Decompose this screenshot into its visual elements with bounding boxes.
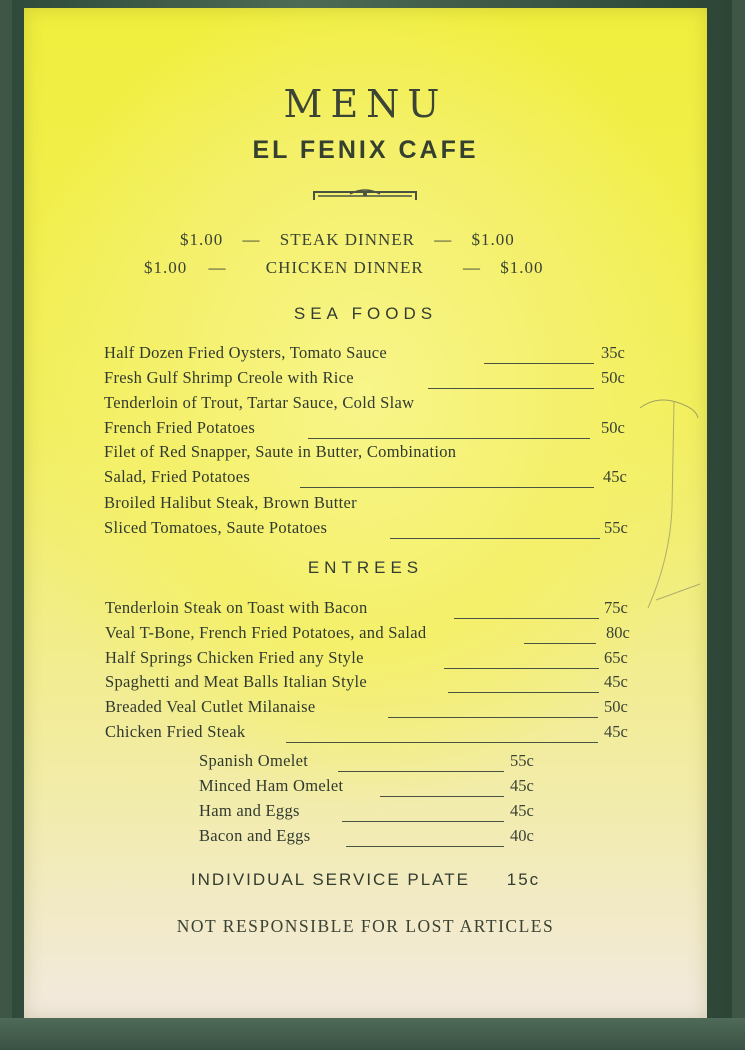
steak-dinner-right-price: $1.00	[471, 230, 515, 249]
ornament-divider	[310, 184, 420, 204]
cafe-name: EL FENIX CAFE	[252, 136, 479, 164]
service-plate-line	[24, 870, 707, 890]
sub-item-1: Spanish Omelet	[199, 751, 309, 770]
steak-dinner-dash-left: —	[242, 230, 261, 249]
sub-price-3: 45c	[510, 801, 534, 820]
steak-dinner-name: STEAK DINNER	[279, 230, 415, 249]
entree-item-2: Veal T-Bone, French Fried Potatoes, and Salad	[105, 623, 427, 642]
entree-item-1: Tenderloin Steak on Toast with Bacon	[105, 598, 368, 617]
leader-line	[444, 668, 599, 669]
entree-item-6: Chicken Fried Steak	[105, 722, 246, 741]
sea-foods-heading: SEA FOODS	[293, 304, 438, 323]
pencil-marks	[636, 388, 706, 628]
sub-item-4: Bacon and Eggs	[199, 826, 311, 845]
lost-articles-notice: NOT RESPONSIBLE FOR LOST ARTICLES	[176, 916, 555, 936]
sub-item-2: Minced Ham Omelet	[199, 776, 344, 795]
steak-dinner-left-price: $1.00	[180, 230, 224, 249]
entree-price-4: 45c	[604, 672, 628, 691]
leader-line	[448, 692, 599, 693]
entree-item-3: Half Springs Chicken Fried any Style	[105, 648, 364, 667]
sea-price-8: 55c	[604, 518, 628, 537]
menu-title: MENU	[283, 82, 448, 126]
leader-line	[524, 643, 596, 644]
entree-price-1: 75c	[604, 598, 628, 617]
sea-price-1: 35c	[601, 343, 625, 362]
entree-price-3: 65c	[604, 648, 628, 667]
sea-item-5: Filet of Red Snapper, Saute in Butter, Combination	[104, 442, 457, 461]
chicken-dinner-name: CHICKEN DINNER	[265, 258, 424, 277]
leader-line	[454, 618, 599, 619]
sea-item-7: Broiled Halibut Steak, Brown Butter	[104, 493, 357, 512]
dinner-chicken	[144, 258, 544, 278]
entree-item-4: Spaghetti and Meat Balls Italian Style	[105, 672, 368, 691]
steak-dinner-dash-right: —	[434, 230, 453, 249]
sea-item-3: Tenderloin of Trout, Tartar Sauce, Cold Slaw	[104, 393, 415, 412]
sub-price-4: 40c	[510, 826, 534, 845]
chicken-dinner-left-price: $1.00	[144, 258, 188, 277]
leader-line	[380, 796, 504, 797]
sea-price-2: 50c	[601, 368, 625, 387]
leader-line	[484, 363, 594, 364]
leader-line	[300, 487, 594, 488]
service-plate-price: 15c	[506, 870, 541, 889]
leader-line	[338, 771, 504, 772]
entree-item-5: Breaded Veal Cutlet Milanaise	[105, 697, 316, 716]
sea-price-6: 45c	[603, 467, 627, 486]
sea-item-6: Salad, Fried Potatoes	[104, 467, 251, 486]
sea-item-4: French Fried Potatoes	[104, 418, 256, 437]
sea-item-2: Fresh Gulf Shrimp Creole with Rice	[104, 368, 354, 387]
service-plate-label: INDIVIDUAL SERVICE PLATE	[190, 870, 470, 889]
leader-line	[286, 742, 598, 743]
leader-line	[308, 438, 590, 439]
sub-item-3: Ham and Eggs	[199, 801, 300, 820]
leader-line	[342, 821, 504, 822]
chicken-dinner-right-price: $1.00	[500, 258, 544, 277]
entree-price-6: 45c	[604, 722, 628, 741]
chicken-dinner-dash-right: —	[463, 258, 482, 277]
leader-line	[388, 717, 598, 718]
dinner-steak	[180, 230, 515, 250]
leader-line	[346, 846, 504, 847]
entrees-heading: ENTREES	[307, 558, 424, 577]
chicken-dinner-dash-left: —	[208, 258, 227, 277]
sub-price-1: 55c	[510, 751, 534, 770]
sea-price-4: 50c	[601, 418, 625, 437]
sea-item-1: Half Dozen Fried Oysters, Tomato Sauce	[104, 343, 388, 362]
menu-page	[24, 8, 707, 1018]
sea-item-8: Sliced Tomatoes, Saute Potatoes	[104, 518, 328, 537]
leader-line	[428, 388, 594, 389]
leader-line	[390, 538, 600, 539]
entree-price-5: 50c	[604, 697, 628, 716]
sub-price-2: 45c	[510, 776, 534, 795]
frame-bottom-edge	[0, 1018, 745, 1050]
entree-price-2: 80c	[606, 623, 630, 642]
